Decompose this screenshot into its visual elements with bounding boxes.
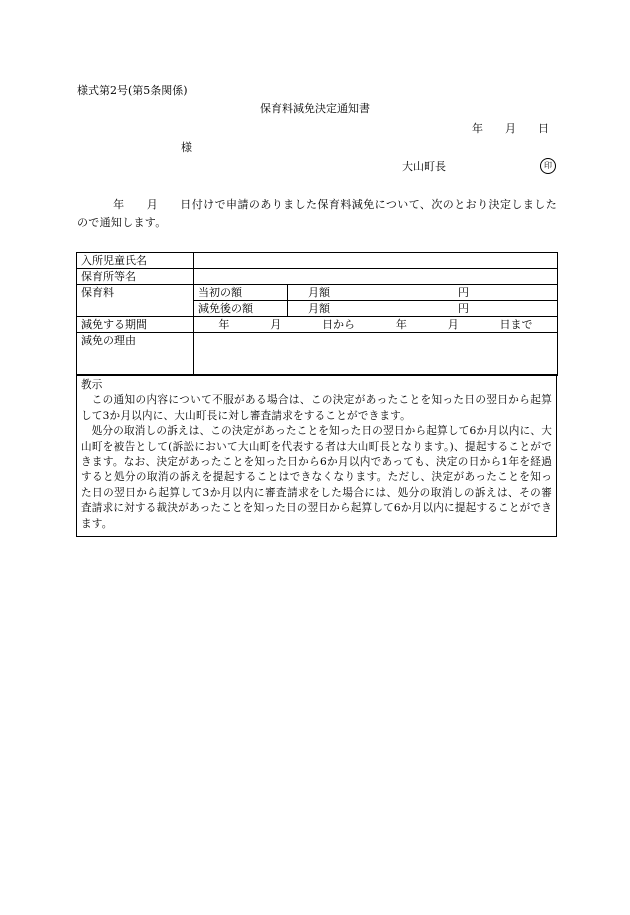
- period-start-day: 日から: [322, 318, 356, 331]
- nursery-field[interactable]: [194, 269, 558, 285]
- seal-mark: 印: [540, 158, 556, 174]
- reason-label: 減免の理由: [77, 333, 194, 376]
- child-name-field[interactable]: [194, 253, 558, 269]
- reason-field[interactable]: [194, 333, 558, 376]
- initial-yen-label: 円: [458, 286, 469, 299]
- table-row: [77, 285, 558, 301]
- fee-label: 保育料: [77, 285, 194, 317]
- issuer-name: 大山町長: [402, 160, 446, 173]
- table-row: [77, 269, 558, 285]
- table-row: [77, 333, 558, 376]
- table-row: [77, 253, 558, 269]
- reduced-monthly-label: 月額: [308, 302, 330, 315]
- period-label: 減免する期間: [77, 317, 194, 333]
- period-end-day: 日まで: [499, 318, 533, 331]
- addressee-suffix: 様: [181, 141, 192, 154]
- reduced-yen-label: 円: [458, 302, 469, 315]
- notice-title: 教示: [81, 379, 103, 391]
- initial-monthly-label: 月額: [308, 286, 330, 299]
- date-day-label: 日: [538, 122, 549, 135]
- period-start-month: 月: [270, 318, 282, 331]
- period-start-year: 年: [218, 318, 230, 331]
- nursery-label: 保育所等名: [77, 269, 194, 285]
- date-line: [472, 122, 549, 136]
- child-name-label: 入所児童氏名: [77, 253, 194, 269]
- body-month-label: 月: [146, 198, 159, 211]
- body-text: 日付けで申請のありました保育料減免について、次のとおり決定しましたので通知します。: [77, 198, 557, 229]
- document-title: 保育料減免決定通知書: [260, 102, 370, 115]
- body-year-label: 年: [113, 198, 125, 211]
- details-table: [76, 252, 558, 376]
- initial-fee-label: 当初の額: [194, 285, 288, 300]
- appeal-notice: [76, 374, 557, 537]
- notice-body: [77, 196, 557, 232]
- notice-paragraph-2: 処分の取消しの訴えは、この決定があったことを知った日の翌日から起算して6か月以内に、大山町を被告として(訴訟において大山町を代表する者は大山町長となります。)、提起することができます。なお、決定があったことを知った日から6か月以内であっても、決定の日から1年を経過すると処分の取消の訴えを提起することはできなくなります。ただし、決定があったことを知った日の翌日から起算して3か月以内に審査請求をした場合には、処分の取消しの訴えは、その審査請求に対する裁決があったことを知った日の翌日から起算して6か月以内に提起することができます。: [81, 425, 552, 530]
- date-month-label: 月: [505, 122, 516, 135]
- reduced-fee-label: 減免後の額: [194, 301, 288, 316]
- period-end-year: 年: [395, 318, 407, 331]
- period-end-month: 月: [447, 318, 459, 331]
- period-field[interactable]: [198, 317, 553, 332]
- date-year-label: 年: [472, 122, 483, 135]
- form-number: 様式第2号(第5条関係): [77, 84, 188, 97]
- notice-paragraph-1: この通知の内容について不服がある場合は、この決定があったことを知った日の翌日から起算して3か月以内に、大山町長に対し審査請求をすることができます。: [81, 394, 552, 422]
- table-row: [77, 317, 558, 333]
